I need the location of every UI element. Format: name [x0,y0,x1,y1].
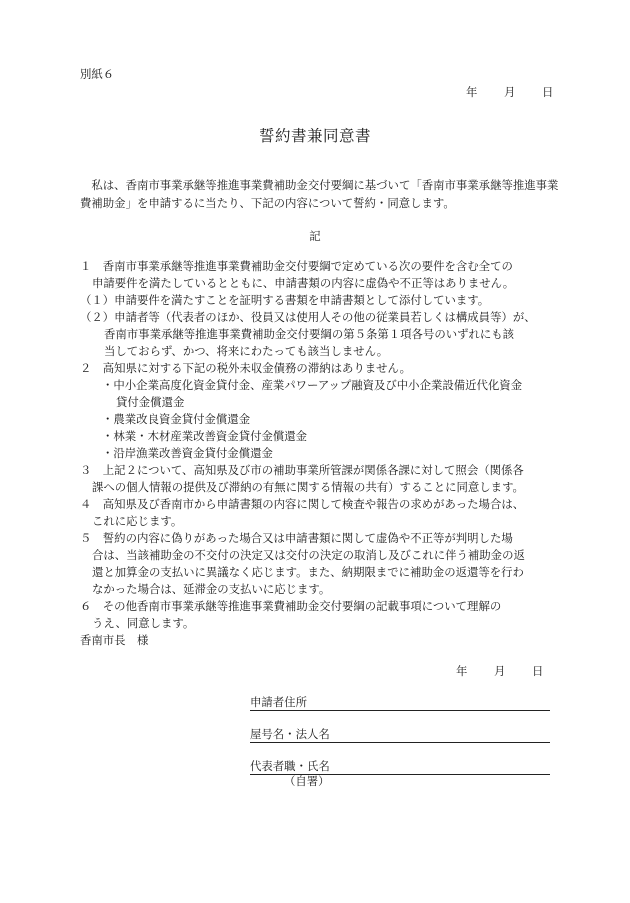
clause-line: （２）申請者等（代表者のほか、役員又は使用人その他の従業員若しくは構成員等）が、 [80,310,536,324]
clause-line: ・沿岸漁業改善資金貸付金償還金 [102,446,273,460]
clause-line: 当しておらず、かつ、将来にわたっても該当しません。 [104,344,389,358]
clause-line: ４ 高知県及び香南市から申請書類の内容に関して検査や報告の求めがあった場合は、 [80,497,525,511]
date-month-label: 月 [504,85,516,99]
intro-paragraph: 私は、香南市事業承継等推進事業費補助金交付要綱に基づいて「香南市事業承継等推進事業費補助金」を申請するに当たり、下記の内容について誓約・同意します。 [80,178,559,210]
clause-line: 課への個人情報の提供及び滞納の有無に関する情報の共有）することに同意します。 [92,480,524,494]
addressee: 香南市長 様 [80,633,149,647]
clause-line: ・中小企業高度化資金貸付金、産業パワーアップ融資及び中小企業設備近代化資金 [102,378,523,392]
clause-line: なかった場合は、延滞金の支払いに応じます。 [92,582,331,596]
clause-line: 申請要件を満たしているとともに、申請書類の内容に虚偽や不正等はありません。 [92,276,515,290]
clause-line: 貸付金償還金 [116,395,185,409]
self-sign-note: （自署） [284,774,330,788]
date-month-label: 月 [494,664,506,678]
form-number: 別紙６ [80,67,115,81]
date-year-label: 年 [456,664,468,678]
clause-line: うえ、同意します。 [92,616,195,630]
company-name-field[interactable] [250,726,550,743]
clause-line: ・林業・木材産業改善資金貸付金償還金 [102,429,308,443]
clause-line: これに応じます。 [92,514,183,528]
date-day-label: 日 [532,664,544,678]
clause-line: 還と加算金の支払いに異議なく応じます。また、納期限までに補助金の返還等を行わ [92,565,524,579]
representative-name-label: 代表者職・氏名 [250,759,330,773]
clause-line: ３ 上記２について、高知県及び市の補助事業所管課が関係各課に対して照会（関係各 [80,463,524,477]
company-name-label: 屋号名・法人名 [250,727,330,741]
applicant-address-label: 申請者住所 [250,695,307,709]
document-title: 誓約書兼同意書 [258,127,371,145]
clause-line: ・農業改良資金貸付金償還金 [102,412,251,426]
clause-line: 香南市事業承継等推進事業費補助金交付要綱の第５条第１項各号のいずれにも該 [104,327,515,341]
clause-line: ２ 高知県に対する下記の税外未収金債務の滞納はありません。 [80,361,412,375]
applicant-address-field[interactable] [250,694,550,711]
date-day-label: 日 [542,85,554,99]
clause-line: １ 香南市事業承継等推進事業費補助金交付要綱で定めている次の要件を含む全ての [80,259,513,273]
clause-line: （１）申請要件を満たすことを証明する書類を申請書類として添付しています。 [80,293,490,307]
clause-line: ５ 誓約の内容に偽りがあった場合又は申請書類に関して虚偽や不正等が判明した場 [80,531,513,545]
clause-line: ６ その他香南市事業承継等推進事業費補助金交付要綱の記載事項について理解の [80,599,502,613]
ki-heading: 記 [309,229,321,243]
clause-line: 合は、当該補助金の不交付の決定又は交付の決定の取消し及びこれに伴う補助金の返 [92,548,525,562]
date-year-label: 年 [466,85,478,99]
